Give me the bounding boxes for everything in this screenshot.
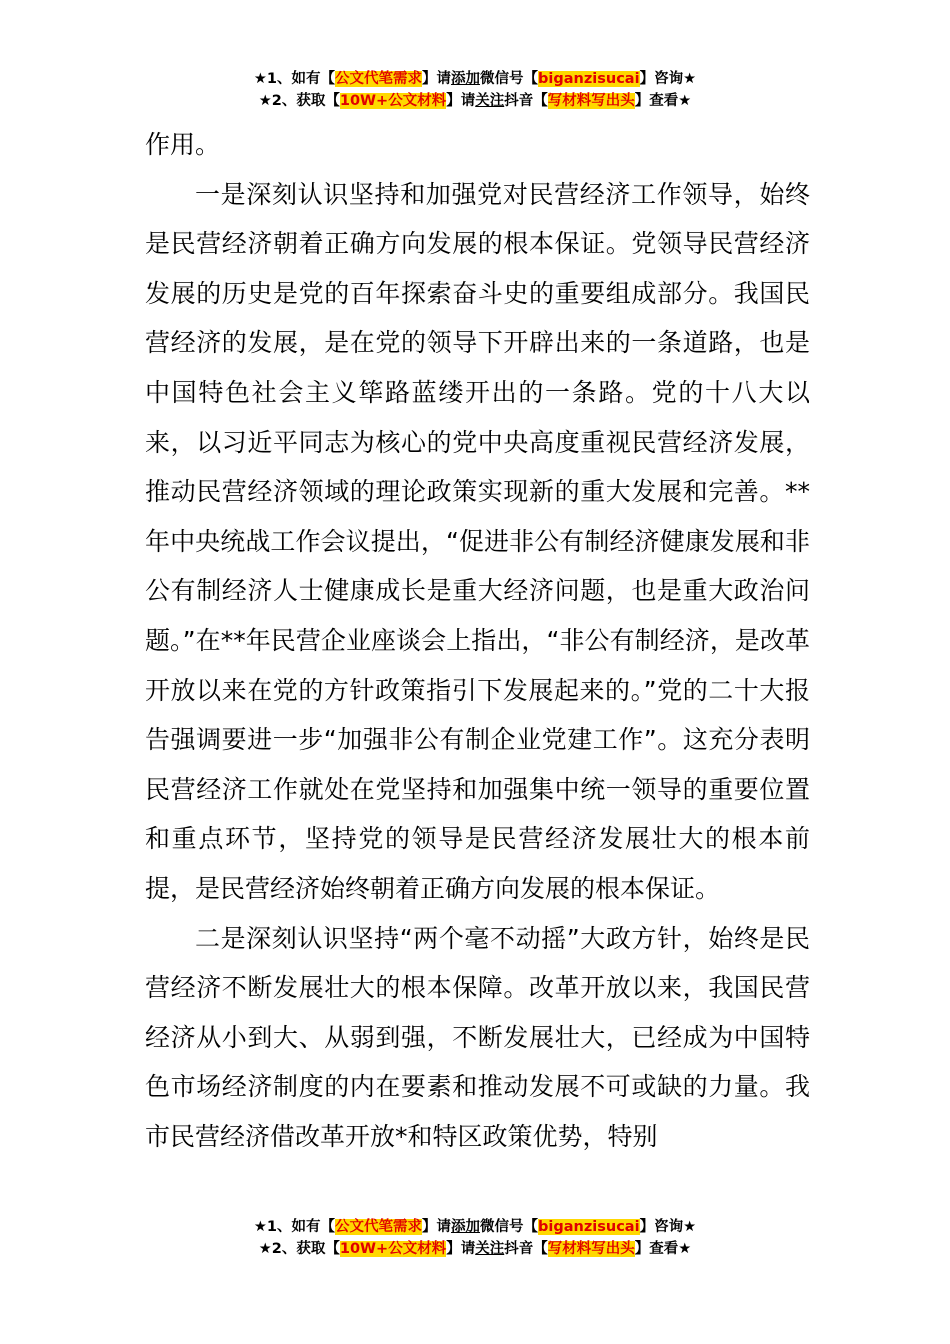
promo-underlined-text: 添加 — [451, 1219, 481, 1235]
promo-text: 2、获取【 — [271, 1241, 340, 1257]
document-body — [145, 120, 810, 1161]
star-icon: ★ — [258, 1241, 272, 1257]
promo-text: 抖音【 — [504, 1241, 548, 1257]
promo-text: 】咨询 — [639, 71, 684, 87]
promo-text: 】请 — [446, 93, 476, 109]
star-icon: ★ — [678, 93, 692, 109]
promo-highlight: 公文代笔需求 — [335, 71, 423, 87]
promo-text: 1、如有【 — [266, 1219, 336, 1235]
star-icon: ★ — [678, 1241, 692, 1257]
promo-highlight: 10W+公文材料 — [339, 1241, 447, 1257]
wechat-id-highlight: biganzisucai — [538, 1219, 640, 1235]
star-icon: ★ — [253, 71, 267, 87]
douyin-account-highlight: 写材料写出头 — [547, 1241, 635, 1257]
star-icon: ★ — [253, 1219, 267, 1235]
promo-text: 2、获取【 — [271, 93, 340, 109]
star-icon: ★ — [683, 1219, 697, 1235]
promo-line-1 — [0, 1216, 950, 1238]
promo-highlight: 10W+公文材料 — [339, 93, 447, 109]
star-icon: ★ — [683, 71, 697, 87]
promo-underlined-text: 关注 — [475, 93, 505, 109]
paragraph-point-one: 一是深刻认识坚持和加强党对民营经济工作领导，始终是民营经济朝着正确方向发展的根本保证。党领导民营经济发展的历史是党的百年探索奋斗史的重要组成部分。我国民营经济的发展，是在党的领导下开辟出来的一条道路，也是中国特色社会主义筚路蓝缕开出的一条路。党的十八大以来，以习近平同志为核心的党中央高度重视民营经济发展，推动民营经济领域的理论政策实现新的重大发展和完善。**年中央统战工作会议提出，“促进非公有制经济健康发展和非公有制经济人士健康成长是重大经济问题，也是重大政治问题。”在**年民营企业座谈会上指出，“非公有制经济，是改革开放以来在党的方针政策指引下发展起来的。”党的二十大报告强调要进一步“加强非公有制企业党建工作”。这充分表明民营经济工作就处在党坚持和加强集中统一领导的重要位置和重点环节，坚持党的领导是民营经济发展壮大的根本前提，是民营经济始终朝着正确方向发展的根本保证。 — [145, 179, 810, 903]
promo-text: 】查看 — [634, 1241, 679, 1257]
promo-text: 】查看 — [634, 93, 679, 109]
star-icon: ★ — [258, 93, 272, 109]
promo-highlight: 公文代笔需求 — [335, 1219, 423, 1235]
wechat-id-highlight: biganzisucai — [538, 71, 640, 87]
promo-text: 抖音【 — [504, 93, 548, 109]
promo-text: 】请 — [446, 1241, 476, 1257]
promo-underlined-text: 添加 — [451, 71, 481, 87]
promo-text: 微信号【 — [480, 71, 539, 87]
top-promo-banner — [0, 68, 950, 112]
bottom-promo-banner — [0, 1216, 950, 1260]
promo-text: 微信号【 — [480, 1219, 539, 1235]
promo-underlined-text: 关注 — [475, 1241, 505, 1257]
promo-text: 】请 — [422, 1219, 452, 1235]
paragraph-continuation: 作用。 — [145, 130, 221, 159]
promo-line-1 — [0, 68, 950, 90]
douyin-account-highlight: 写材料写出头 — [547, 93, 635, 109]
promo-text: 】请 — [422, 71, 452, 87]
paragraph-point-two: 二是深刻认识坚持“两个毫不动摇”大政方针，始终是民营经济不断发展壮大的根本保障。改革开放以来，我国民营经济从小到大、从弱到强，不断发展壮大，已经成为中国特色市场经济制度的内在要素和推动发展不可或缺的力量。我市民营经济借改革开放*和特区政策优势，特别 — [145, 923, 810, 1151]
promo-text: 】咨询 — [639, 1219, 684, 1235]
promo-line-2 — [0, 90, 950, 112]
promo-text: 1、如有【 — [266, 71, 336, 87]
promo-line-2 — [0, 1238, 950, 1260]
